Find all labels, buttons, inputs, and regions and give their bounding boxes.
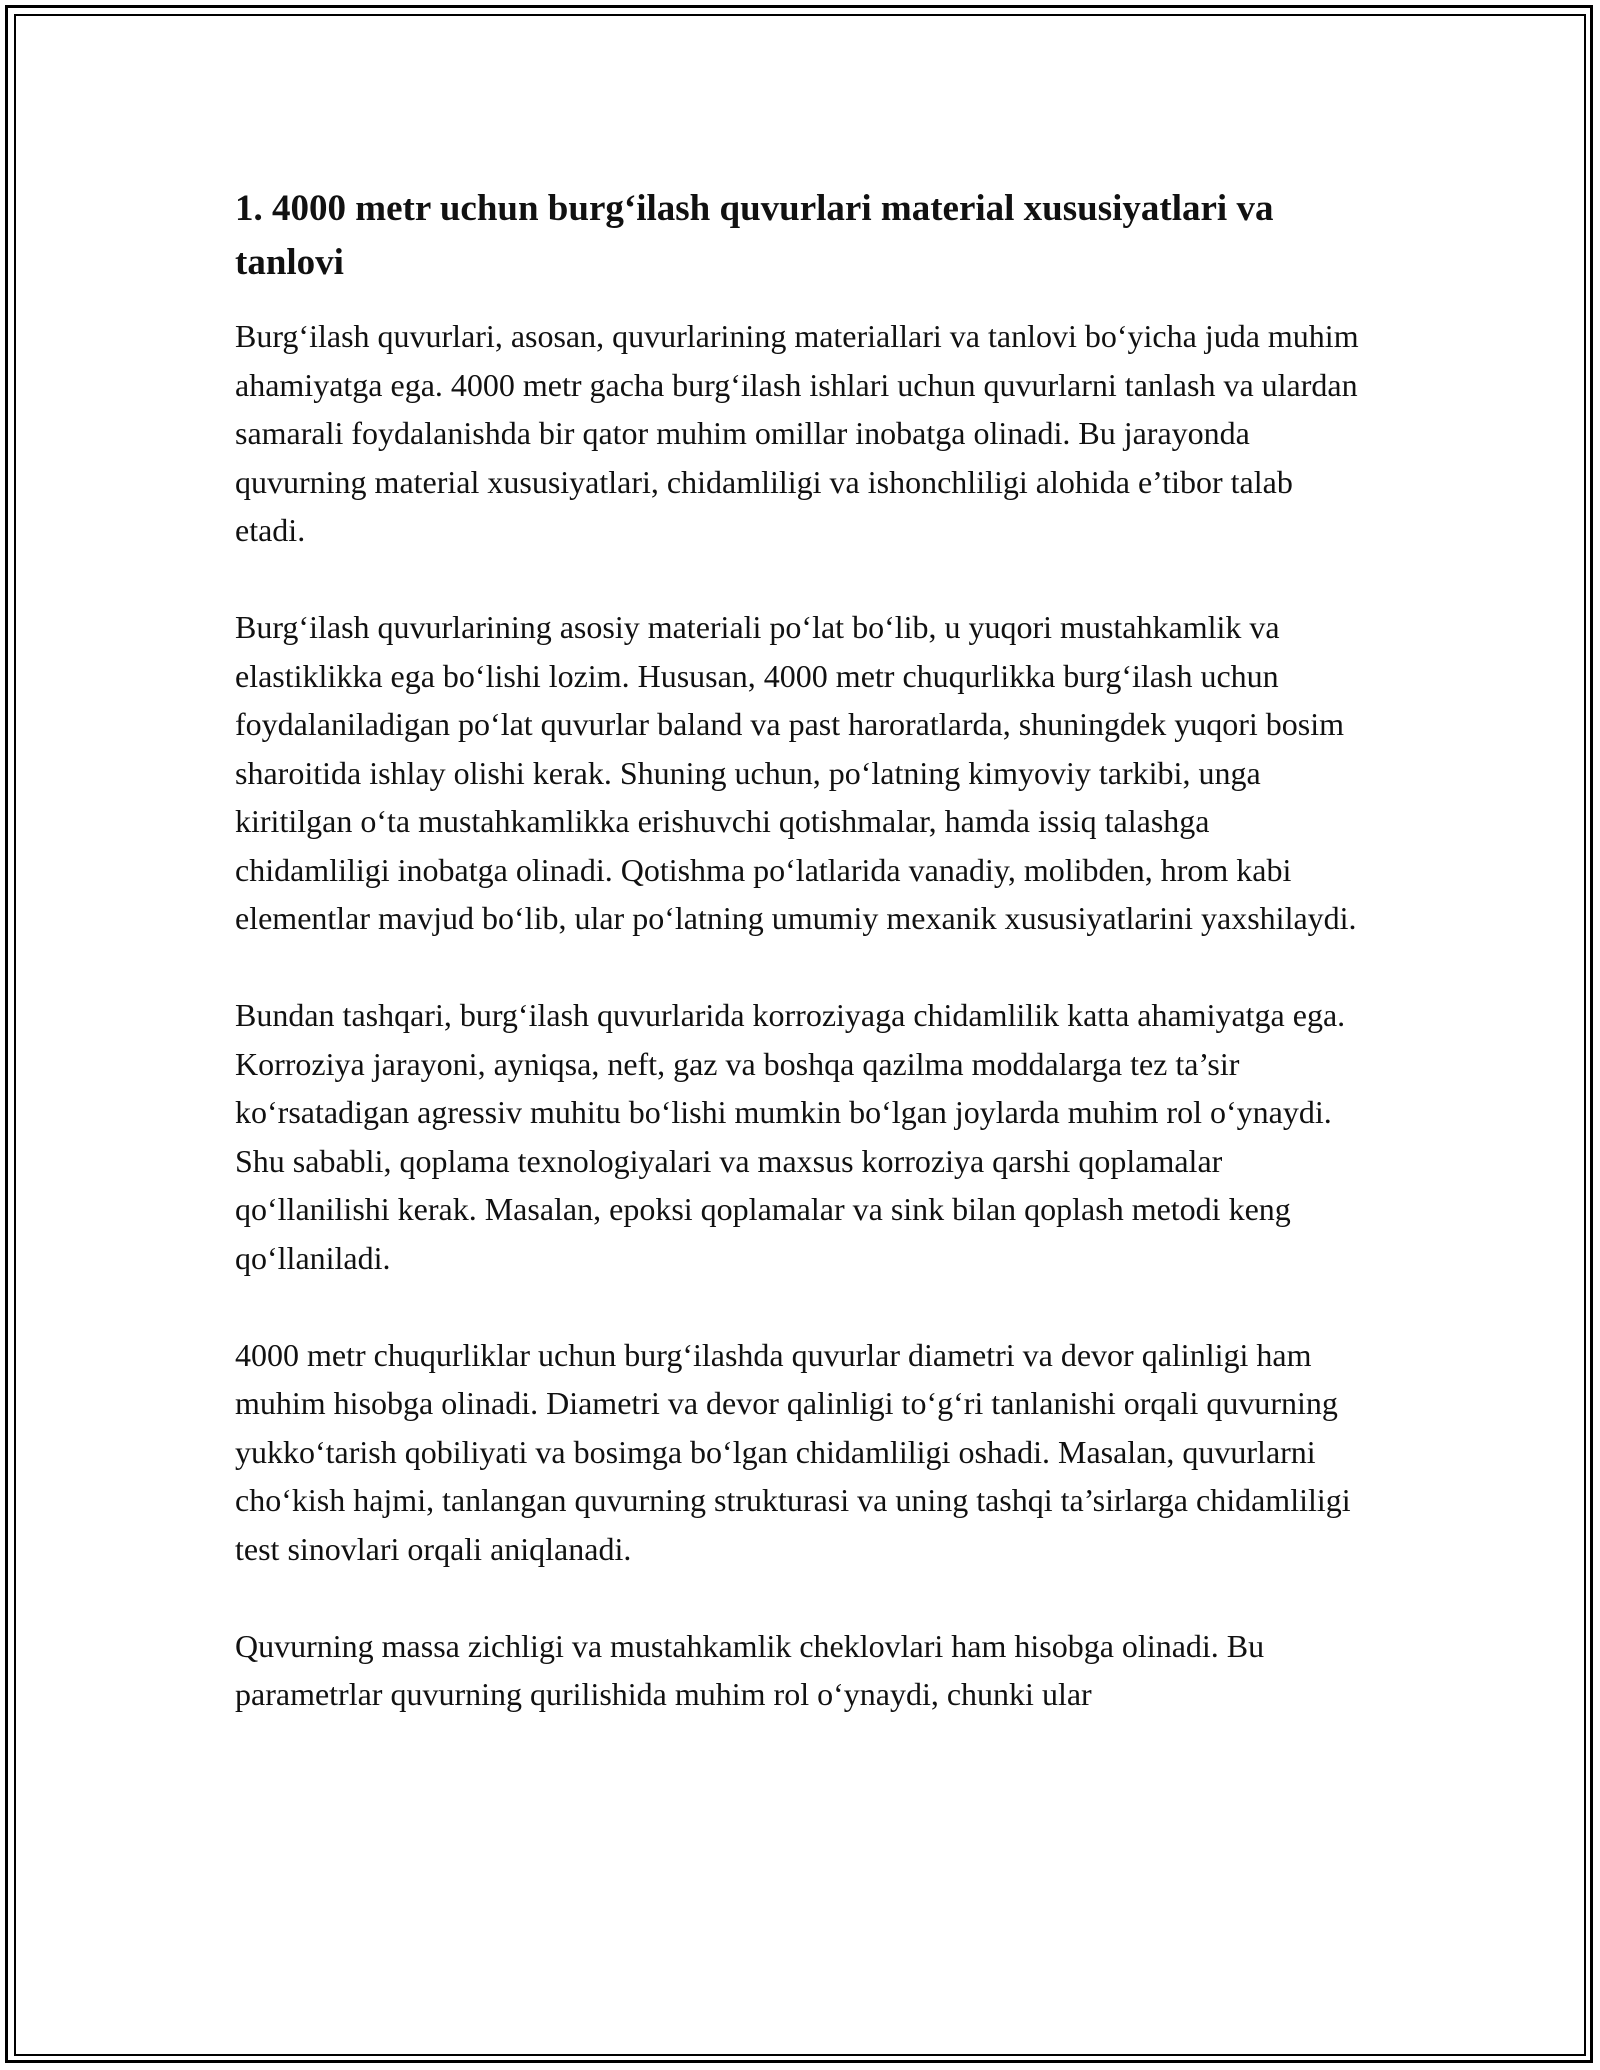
paragraph-2: Burg‘ilash quvurlarining asosiy materiali po‘lat bo‘lib, u yuqori mustahkamlik va elastiklikka ega bo‘lishi lozim. Hususan, 4000 metr chuqurlikka burg‘ilash uchun foydalaniladigan po‘lat quvurlar baland va past haroratlarda, shuningdek yuqori bosim sharoitida ishlay olishi kerak. Shuning uchun, po‘latning kimyoviy tarkibi, unga kiritilgan o‘ta mustahkamlikka erishuvchi qotishmalar, hamda issiq talashga chidamliligi inobatga olinadi. Qotishma po‘latlarida vanadiy, molibden, hrom kabi elementlar mavjud bo‘lib, ular po‘latning umumiy mexanik xususiyatlarini yaxshilaydi. <box>235 609 1357 936</box>
paragraph-3: Bundan tashqari, burg‘ilash quvurlarida korroziyaga chidamlilik katta ahamiyatga ega. Korroziya jarayoni, ayniqsa, neft, gaz va boshqa qazilma moddalarga tez ta’sir ko‘rsatadigan agressiv muhitu bo‘lishi mumkin bo‘lgan joylarda muhim rol o‘ynaydi. Shu sababli, qoplama texnologiyalari va maxsus korroziya qarshi qoplamalar qo‘llanilishi kerak. Masalan, epoksi qoplamalar va sink bilan qoplash metodi keng qo‘llaniladi. <box>235 997 1346 1276</box>
paragraph-5: Quvurning massa zichligi va mustahkamlik cheklovlari ham hisobga olinadi. Bu parametrlar quvurning qurilishida muhim rol o‘ynaydi, chunki ular <box>235 1627 1265 1712</box>
paragraph-4: 4000 metr chuqurliklar uchun burg‘ilashda quvurlar diametri va devor qalinligi ham muhim hisobga olinadi. Diametri va devor qalinligi to‘g‘ri tanlanishi orqali quvurning yukko‘tarish qobiliyati va bosimga bo‘lgan chidamliligi oshadi. Masalan, quvurlarni cho‘kish hajmi, tanlangan quvurning strukturasi va uning tashqi ta’sirlarga chidamliligi test sinovlari orqali aniqlanadi. <box>235 1336 1351 1567</box>
document-body <box>235 182 1370 1767</box>
paragraph-1: Burg‘ilash quvurlari, asosan, quvurlarining materiallari va tanlovi bo‘yicha juda muhim ahamiyatga ega. 4000 metr gacha burg‘ilash ishlari uchun quvurlarni tanlash va ulardan samarali foydalanishda bir qator muhim omillar inobatga olinadi. Bu jarayonda quvurning material xususiyatlari, chidamliligi va ishonchliligi alohida e’tibor talab etadi. <box>235 318 1359 548</box>
section-heading: 1. 4000 metr uchun burg‘ilash quvurlari material xususiyatlari va tanlovi <box>235 188 1274 283</box>
